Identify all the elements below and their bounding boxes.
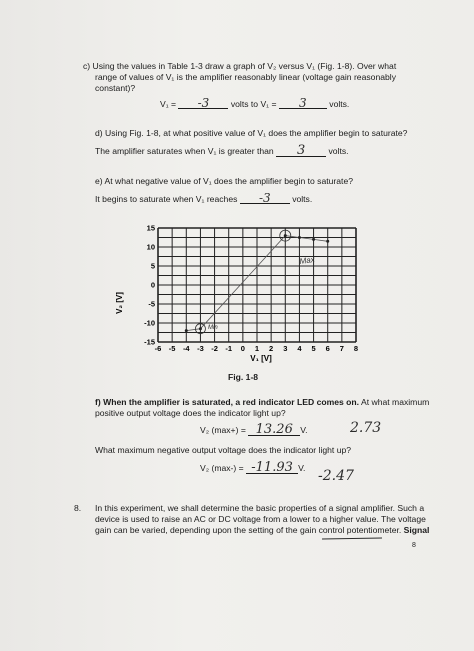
- part-e-answer-prefix: It begins to saturate when V₁ reaches: [95, 194, 238, 204]
- part-e-answer-suffix: volts.: [292, 194, 313, 204]
- v1-label: V₁ =: [160, 99, 177, 109]
- vmax-margin-note: 2.73: [350, 420, 382, 436]
- vmax-label: V₂ (max+) =: [200, 425, 246, 435]
- x-tick-label: -5: [168, 344, 176, 353]
- item-8-line-1: In this experiment, we shall determine the basic properties of a signal amplifier. Such a: [95, 503, 425, 513]
- figure-caption: Fig. 1-8: [228, 372, 259, 382]
- data-point: [312, 238, 315, 241]
- vmax-answer-line: [200, 422, 308, 437]
- part-f-line-1: [95, 397, 429, 408]
- x-axis-label: V₁ [V]: [250, 354, 272, 363]
- part-f-line-3: What maximum negative output voltage does the indicator light up?: [95, 445, 352, 455]
- x-tick-label: -4: [182, 344, 190, 353]
- item-8-line-3-bold: Signal: [403, 525, 430, 535]
- part-e-answer-line: [95, 193, 312, 205]
- x-tick-label: -1: [225, 344, 233, 353]
- y-tick-label: 15: [146, 223, 155, 233]
- data-point: [284, 234, 287, 237]
- vmax-unit: V.: [300, 425, 308, 435]
- vmin-answer: -11.93: [246, 463, 298, 474]
- vmin-answer-line: [200, 460, 306, 475]
- answer-range-from: -3: [178, 98, 228, 109]
- min-annotation: Min: [208, 325, 218, 331]
- y-tick-label: 5: [150, 261, 155, 271]
- item-8-line-3-text: gain can be varied, depending upon the setting of the gain control potentiometer.: [95, 525, 402, 535]
- x-tick-label: 5: [311, 344, 316, 353]
- range-end-text: volts.: [329, 99, 350, 109]
- x-tick-label: 6: [325, 344, 330, 353]
- x-tick-label: 3: [283, 344, 288, 353]
- vmin-unit: V.: [298, 463, 306, 473]
- handwritten-underline: [322, 537, 382, 539]
- data-point: [326, 240, 329, 243]
- x-tick-label: 4: [297, 344, 302, 353]
- x-tick-label: -6: [154, 344, 162, 353]
- part-f-rest-text: At what maximum: [359, 397, 430, 407]
- page-number: 8: [412, 542, 416, 549]
- part-f-line-2: positive output voltage does the indicator light up?: [95, 408, 286, 418]
- part-c-line-1: c) Using the values in Table 1-3 draw a graph of V₂ versus V₁ (Fig. 1-8). Over what: [83, 61, 397, 71]
- part-c-line-3: constant)?: [95, 83, 136, 93]
- vmax-answer: 13.26: [248, 425, 300, 436]
- answer-range-to: 3: [279, 98, 327, 109]
- part-e-answer: -3: [240, 193, 290, 204]
- y-tick-label: -10: [144, 318, 155, 328]
- x-tick-label: 1: [254, 344, 260, 353]
- fig-1-8-chart: [100, 220, 380, 370]
- part-d-answer-prefix: The amplifier saturates when V₁ is greater than: [95, 146, 274, 156]
- x-tick-label: 8: [353, 344, 359, 353]
- range-mid-text: volts to V₁ =: [230, 99, 277, 109]
- x-tick-label: 2: [269, 344, 274, 353]
- x-tick-label: 0: [240, 344, 245, 353]
- part-d-answer-suffix: volts.: [328, 146, 349, 156]
- data-point: [185, 329, 188, 332]
- part-e-question: e) At what negative value of V₁ does the amplifier begin to saturate?: [95, 176, 354, 186]
- max-annotation: Max: [299, 254, 316, 266]
- chart-grid: [158, 228, 356, 342]
- chart-tick-labels: [144, 224, 358, 354]
- y-axis-label: V₂ [V]: [115, 292, 124, 314]
- part-c-line-2: range of values of V₁ is the amplifier reasonably linear (voltage gain reasonably: [95, 72, 396, 82]
- data-point: [298, 236, 301, 239]
- x-tick-label: 7: [339, 344, 344, 353]
- part-c-answer-line: [160, 98, 349, 110]
- y-tick-label: 10: [146, 242, 155, 252]
- x-tick-label: -3: [197, 344, 204, 353]
- part-d-answer-line: [95, 143, 349, 158]
- item-8-number: 8.: [74, 503, 82, 513]
- part-f-bold-text: f) When the amplifier is saturated, a red indicator LED comes on.: [95, 397, 360, 407]
- x-tick-label: -2: [211, 344, 218, 353]
- y-tick-label: 0: [150, 280, 155, 290]
- vmin-label: V₂ (max-) =: [200, 463, 244, 473]
- y-tick-label: -5: [148, 299, 155, 309]
- vmin-margin-note: -2.47: [318, 468, 354, 484]
- part-d-question: d) Using Fig. 1-8, at what positive value of V₁ does the amplifier begin to saturate?: [95, 128, 408, 138]
- y-tick-label: -15: [144, 337, 155, 347]
- item-8-line-3: [95, 525, 429, 536]
- item-8-line-2: device is used to raise an AC or DC voltage from a lower to a higher value. The voltage: [95, 514, 426, 524]
- part-d-answer: 3: [276, 146, 326, 157]
- data-point: [199, 327, 202, 330]
